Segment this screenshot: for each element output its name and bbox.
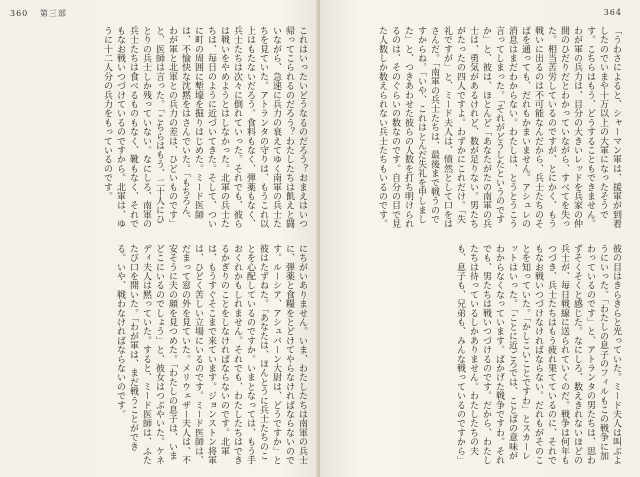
- left-part-title: 第三部: [39, 9, 67, 18]
- right-page: [320, 0, 640, 477]
- right-page-lower-text: [330, 244, 622, 469]
- left-upper-paragraph: これはいったいどうなるのだろう？おまえはいつ帰ってこられるのだろう？わたしたちは飢えと闘いながら、急速に兵力の衰えてゆく南軍の兵士たちを見ていた。アトランタの守りは、もうこれ以上はもたないだろう。食料もなく、弾薬もなく、兵士たちは次々に倒れていった。それでも、彼らは戦いをやめようとはしなかった。北軍の兵士たちは、毎日のように近づいてきた。そして、ついに町の周囲に塹壕を掘りはじめた。ミード医師は、不愉快な沈黙をはさんでいた。「もちろん、わが軍と北軍との兵力の差は、ひどいものです」と、医師は言った。「こちらはもう、二十人にひとりの兵士しか残っていない。なにしろ、南軍の兵士たちは食べるものもなく、靴もなく、それでもなお戦いつづけているのですから。北軍は、ゆうに十二人分の兵力をもっているのです。: [102, 26, 307, 229]
- left-page-lower-text: [10, 244, 308, 469]
- left-page-number: 360: [10, 9, 29, 18]
- right-page-number: 364: [603, 8, 622, 17]
- right-upper-paragraph: 「うわさによると、シャーマン軍は、援軍が到着したのでいまや十万以上の大軍になったそうです。こちらはもう、どうすることもできません。わが軍の兵力は、目分の大きいレッドを兵家の仲間のひだりだとわかっていながら、すべてを失った。相当苦労しているのですが、とにかく、もう戦いに出るのは不可能なんだから、兵士たちのそばを通っても、だれもかまいません。アシュレの消息はまだわからない。わたしは、とうとうこう言ってしまった。「それがどうしたというのですか」と、彼は、ほとんど「あなたがたの南軍の兵士は、勇気があるけれど、数が足りない。男たちがたったの四人ですよ。わずかにこれだけ。「失礼ですが」と、ミード夫人は、憤然として口をはさんだ。「南軍の兵士たちは、最後まで戦うのですからね。「いや、これはとんだ失礼を申しました」と、つきあわせた彼らの人数を打ち明けられるのは、そのぐらいの数なのです。自分の目で見た人数しか数えられない兵士たちもいるのです。: [377, 26, 621, 229]
- left-page-upper-text: [10, 26, 308, 232]
- left-page-header: [10, 8, 67, 19]
- left-lower-paragraph: にちがいありません。いま、わたしたちは南軍の兵士に、弾薬と食糧をとどけてやらなければならないのです。ルーシア、アシュバーン大尉は、どうですか」と彼はたずねた。「あなたは、ほんとうに兵士たちのことを心配しているのですか。いまとなっては、もう手おくれかもしれません。それでも、わたしたちはできるかぎりのことをしなければならないのです。北軍は、もうすぐそこまで来ています。ジョンストン将軍は、ひどく苦しい立場にいるのです。ミード医師は、だまって窓の外を見ていた。メリウェザー夫人は、不安そうに夫の顔を見つめた。「わたしの息子は、いまどこにいるのでしょう」と、彼女はつぶやいた。ケネディ夫人は黙っていた。すると、ミード医師は、ふたたび口を開いた。「わが軍は、まだ戦うことができる。いや、戦わなければならないのです。: [115, 244, 307, 465]
- right-page-upper-text: [330, 26, 622, 232]
- right-lower-paragraph: 彼の目はきらきらと光っていた。ミード夫人は叫ぶようにいった。「わたしの息子のフィルもこの戦争に加わっているのです」と、アトランタの男たちは、思わずそくそくと感じた。なにしろ、数えきれないほどの兵士が、毎日戦線に送られていくのだ。戦争は何年もつづき、兵士たちはもう疲れ果てているのに、それでもなお戦いつづけなければならない。だれもがそのことを知っていた。「かしこいことですわ」とスカーレットはいった。「ことに近ごろでは、ことばの意味がわからなくなっています。ばかげた戦争ですわ。それでも、男たちは戦いつづけるのです。だから、わたしたちは待っているしかありません。わたしたちの夫も、息子も、兄弟も、みんな戦っているのですから」: [455, 244, 621, 465]
- right-page-header: [604, 8, 622, 17]
